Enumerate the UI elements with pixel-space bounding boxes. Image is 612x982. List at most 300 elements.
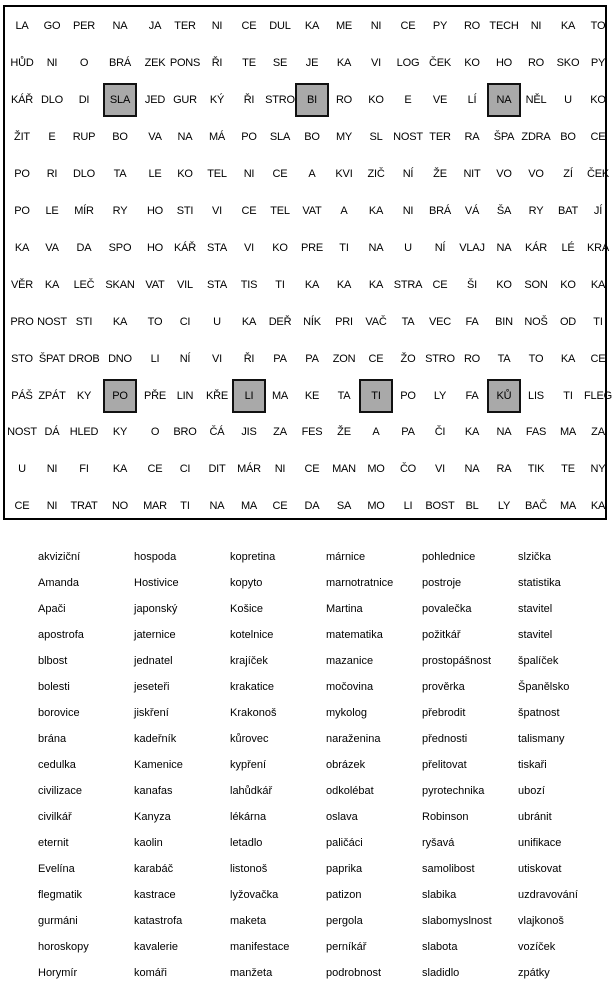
grid-cell[interactable]: KO xyxy=(464,56,480,69)
grid-cell[interactable]: ŠPA xyxy=(493,130,515,143)
word-list-item: pohlednice xyxy=(422,551,476,563)
grid-cell[interactable]: VA xyxy=(45,241,59,254)
grid-cell[interactable]: VO xyxy=(528,167,544,180)
grid-cell[interactable]: NA xyxy=(177,130,193,143)
grid-cell[interactable]: BIN xyxy=(495,315,513,328)
grid-cell[interactable]: LY xyxy=(433,389,447,402)
grid-cell[interactable]: ČO xyxy=(399,463,417,476)
grid-cell[interactable]: TIK xyxy=(527,463,545,476)
grid-cell[interactable]: RUP xyxy=(72,130,96,143)
grid-cell[interactable]: TEL xyxy=(207,167,227,180)
grid-cell[interactable]: TIS xyxy=(240,278,258,291)
grid-cell[interactable]: PO xyxy=(14,167,30,180)
grid-cell[interactable]: LIS xyxy=(528,389,544,402)
word-list-item: bolesti xyxy=(38,681,70,693)
grid-cell[interactable]: RO xyxy=(463,352,481,365)
grid-cell[interactable]: TA xyxy=(113,167,127,180)
grid-cell[interactable]: KO xyxy=(368,93,384,106)
grid-cell[interactable]: PA xyxy=(273,352,287,365)
grid-cell[interactable]: KA xyxy=(112,315,128,328)
grid-cell[interactable]: NI xyxy=(530,20,542,32)
grid-cell[interactable]: OD xyxy=(559,315,577,328)
grid-cell[interactable]: DA xyxy=(76,241,92,254)
grid-cell[interactable]: RA xyxy=(464,130,480,143)
grid-cell[interactable]: NI xyxy=(211,20,223,32)
word-list-item: sladidlo xyxy=(422,967,460,979)
grid-cell[interactable]: BRÁ xyxy=(428,204,452,217)
grid-cell[interactable]: KE xyxy=(304,389,320,402)
grid-cell[interactable]: KA xyxy=(464,426,480,439)
grid-cell[interactable]: CE xyxy=(590,352,606,365)
grid-cell[interactable]: NA xyxy=(496,426,512,439)
grid-cell[interactable]: NI xyxy=(370,20,382,32)
grid-cell[interactable]: PO xyxy=(14,204,30,217)
grid-cell[interactable]: TRAT xyxy=(70,500,98,513)
grid-cell[interactable]: VEC xyxy=(428,315,452,328)
word-list-item: tiskaři xyxy=(518,759,547,771)
grid-cell-highlighted[interactable]: SLA xyxy=(103,83,137,117)
grid-cell[interactable]: KA xyxy=(112,463,128,476)
word-list-item: Martina xyxy=(326,603,363,615)
word-list-item: maketa xyxy=(230,915,267,927)
grid-cell[interactable]: ZA xyxy=(591,426,605,439)
word-list-item: stavitel xyxy=(518,603,553,615)
grid-cell[interactable]: CE xyxy=(241,204,257,217)
grid-cell[interactable]: TI xyxy=(180,500,190,513)
grid-cell[interactable]: VO xyxy=(496,167,512,180)
grid-cell[interactable]: PO xyxy=(241,130,257,143)
grid-cell[interactable]: JE xyxy=(305,56,319,69)
grid-cell[interactable]: ZA xyxy=(273,426,287,439)
grid-cell[interactable]: KA xyxy=(560,352,576,365)
grid-cell[interactable]: MAR xyxy=(143,500,167,513)
grid-cell[interactable]: BAT xyxy=(558,204,578,217)
grid-cell[interactable]: JA xyxy=(148,20,162,32)
grid-cell[interactable]: U xyxy=(18,463,26,476)
grid-cell[interactable]: KY xyxy=(112,426,128,439)
grid-cell[interactable]: VAT xyxy=(302,204,322,217)
grid-cell[interactable]: ZEK xyxy=(144,56,166,69)
word-list-item: slabika xyxy=(422,889,457,901)
grid-cell[interactable]: DIT xyxy=(208,463,226,476)
grid-cell[interactable]: KÝ xyxy=(209,93,225,106)
grid-cell[interactable]: FI xyxy=(79,463,89,476)
grid-cell[interactable]: STA xyxy=(207,278,227,291)
grid-cell[interactable]: BL xyxy=(465,500,479,513)
grid-cell[interactable]: CE xyxy=(14,500,30,513)
grid-cell[interactable]: MO xyxy=(367,463,385,476)
grid-cell[interactable]: VI xyxy=(212,204,222,217)
grid-cell[interactable]: TI xyxy=(275,278,285,291)
grid-cell[interactable]: NÍ xyxy=(179,352,191,365)
grid-cell[interactable]: DI xyxy=(78,93,90,106)
grid-cell[interactable]: GO xyxy=(43,20,61,32)
grid-cell[interactable]: U xyxy=(213,315,221,328)
grid-cell[interactable]: NA xyxy=(496,241,512,254)
grid-cell[interactable]: ZPÁT xyxy=(38,389,66,402)
grid-cell[interactable]: ŘI xyxy=(211,56,223,69)
grid-cell[interactable]: STA xyxy=(207,241,227,254)
grid-cell[interactable]: HLED xyxy=(69,426,99,439)
grid-cell[interactable]: ZÍ xyxy=(563,167,573,180)
grid-cell[interactable]: FAS xyxy=(525,426,547,439)
grid-cell[interactable]: CE xyxy=(304,463,320,476)
grid-cell[interactable]: CE xyxy=(590,130,606,143)
word-list-item: vozíček xyxy=(518,941,556,953)
grid-cell[interactable]: TEL xyxy=(270,204,290,217)
grid-cell[interactable]: ŽE xyxy=(433,167,447,180)
grid-cell[interactable]: JED xyxy=(144,93,166,106)
grid-cell[interactable]: DA xyxy=(304,500,320,513)
grid-cell[interactable]: PA xyxy=(401,426,415,439)
grid-cell[interactable]: KO xyxy=(177,167,193,180)
grid-cell[interactable]: NI xyxy=(46,500,58,513)
grid-cell[interactable]: A xyxy=(308,167,316,180)
grid-cell-highlighted[interactable]: KŮ xyxy=(487,379,521,413)
grid-cell[interactable]: PA xyxy=(305,352,319,365)
word-list-item: Kamenice xyxy=(134,759,183,771)
grid-cell[interactable]: PO xyxy=(400,389,416,402)
grid-cell[interactable]: MAN xyxy=(332,463,356,476)
grid-cell[interactable]: KA xyxy=(241,315,257,328)
grid-cell[interactable]: PRO xyxy=(10,315,34,328)
grid-cell[interactable]: SL xyxy=(369,130,383,143)
grid-cell[interactable]: E xyxy=(48,130,56,143)
grid-cell[interactable]: VI xyxy=(371,56,381,69)
grid-cell[interactable]: CI xyxy=(179,463,191,476)
grid-cell[interactable]: CE xyxy=(147,463,163,476)
word-list-item: marnotratnice xyxy=(326,577,394,589)
grid-cell[interactable]: LEČ xyxy=(73,278,95,291)
grid-cell[interactable]: NI xyxy=(243,167,255,180)
grid-cell[interactable]: NA xyxy=(112,20,128,32)
word-list-item: uzdravování xyxy=(518,889,578,901)
grid-cell[interactable]: ŠPAT xyxy=(38,352,66,365)
grid-cell[interactable]: MO xyxy=(367,500,385,513)
grid-cell[interactable]: DLO xyxy=(40,93,64,106)
grid-cell[interactable]: KA xyxy=(304,20,320,32)
grid-cell[interactable]: PRI xyxy=(335,315,353,328)
grid-cell[interactable]: NOST xyxy=(393,130,423,143)
grid-cell[interactable]: NA xyxy=(368,241,384,254)
grid-cell[interactable]: KA xyxy=(336,278,352,291)
grid-cell[interactable]: SA xyxy=(336,500,352,513)
word-list-item: přebrodit xyxy=(422,707,466,719)
grid-cell[interactable]: TA xyxy=(401,315,415,328)
word-list-item: kaolin xyxy=(134,837,163,849)
grid-cell[interactable]: KO xyxy=(560,278,576,291)
grid-cell[interactable]: VA xyxy=(148,130,162,143)
grid-cell[interactable]: CE xyxy=(368,352,384,365)
grid-cell[interactable]: STRA xyxy=(393,278,423,291)
word-list-item: Španělsko xyxy=(518,681,570,693)
grid-cell[interactable]: VAT xyxy=(145,278,165,291)
grid-cell[interactable]: NI xyxy=(274,463,286,476)
word-list-item: eternit xyxy=(38,837,69,849)
grid-cell[interactable]: SKAN xyxy=(105,278,135,291)
grid-cell[interactable]: ČI xyxy=(434,426,446,439)
grid-cell[interactable]: CI xyxy=(179,315,191,328)
grid-cell[interactable]: NIT xyxy=(463,167,481,180)
word-list-item: ryšavá xyxy=(422,837,455,849)
word-list-item: kadeřník xyxy=(134,733,177,745)
word-list-item: brána xyxy=(38,733,67,745)
grid-cell[interactable]: ŽO xyxy=(400,352,416,365)
grid-cell[interactable]: HO xyxy=(495,56,513,69)
word-list-item: mykolog xyxy=(326,707,367,719)
grid-cell[interactable]: KA xyxy=(368,204,384,217)
grid-cell[interactable]: KA xyxy=(14,241,30,254)
grid-cell[interactable]: HŮD xyxy=(10,56,34,69)
grid-cell[interactable]: TI xyxy=(593,315,603,328)
grid-cell[interactable]: DUL xyxy=(269,20,291,32)
grid-cell[interactable]: KA xyxy=(336,56,352,69)
grid-cell[interactable]: KÁŘ xyxy=(10,93,34,106)
grid-cell[interactable]: ŽIT xyxy=(14,130,30,143)
grid-cell[interactable]: PÁŠ xyxy=(11,389,33,402)
grid-cell[interactable]: PY xyxy=(432,20,448,32)
grid-cell[interactable]: MA xyxy=(271,389,289,402)
grid-cell[interactable]: KÁŘ xyxy=(173,241,197,254)
word-list-item: kavalerie xyxy=(134,941,179,953)
grid-cell[interactable]: ZIČ xyxy=(367,167,385,180)
grid-cell[interactable]: NA xyxy=(464,463,480,476)
grid-cell[interactable]: LÉ xyxy=(561,241,575,254)
grid-cell[interactable]: NÍ xyxy=(434,241,446,254)
grid-cell[interactable]: RO xyxy=(463,20,481,32)
grid-cell[interactable]: TER xyxy=(174,20,196,32)
grid-cell[interactable]: NOST xyxy=(37,315,67,328)
grid-cell[interactable]: O xyxy=(150,426,160,439)
grid-cell[interactable]: VÁ xyxy=(464,204,480,217)
grid-cell[interactable]: STI xyxy=(176,204,194,217)
grid-cell[interactable]: NI xyxy=(402,204,414,217)
grid-cell[interactable]: VI xyxy=(212,352,222,365)
grid-cell[interactable]: U xyxy=(564,93,572,106)
grid-cell[interactable]: VI xyxy=(244,241,254,254)
grid-cell[interactable]: LÍ xyxy=(467,93,477,106)
grid-cell[interactable]: ME xyxy=(335,20,353,32)
grid-cell-highlighted[interactable]: PO xyxy=(103,379,137,413)
grid-cell[interactable]: LI xyxy=(150,352,160,365)
grid-cell[interactable]: DLO xyxy=(72,167,96,180)
grid-cell[interactable]: MÁ xyxy=(208,130,226,143)
grid-cell[interactable]: TO xyxy=(528,352,544,365)
grid-cell[interactable]: A xyxy=(372,426,380,439)
word-list-item: Apači xyxy=(38,603,66,615)
grid-cell-highlighted[interactable]: NA xyxy=(487,83,521,117)
grid-cell[interactable]: BO xyxy=(112,130,128,143)
word-list-item: odkolébat xyxy=(326,785,374,797)
grid-cell[interactable]: LIN xyxy=(176,389,194,402)
grid-cell[interactable]: ČÁ xyxy=(209,426,225,439)
word-list-item: manžeta xyxy=(230,967,273,979)
grid-cell[interactable]: ZON xyxy=(332,352,356,365)
grid-cell[interactable]: STRO xyxy=(425,352,455,365)
grid-cell[interactable]: HO xyxy=(146,204,164,217)
grid-cell[interactable]: LA xyxy=(15,20,29,32)
grid-cell[interactable]: VAČ xyxy=(365,315,387,328)
grid-cell[interactable]: CE xyxy=(241,20,257,32)
grid-cell[interactable]: CE xyxy=(432,278,448,291)
grid-cell[interactable]: JIS xyxy=(241,426,257,439)
grid-cell[interactable]: TE xyxy=(242,56,256,69)
grid-cell[interactable]: NÍ xyxy=(402,167,414,180)
grid-cell[interactable]: ŠA xyxy=(496,204,512,217)
grid-cell[interactable]: TO xyxy=(590,20,606,32)
grid-cell[interactable]: VĚR xyxy=(10,278,34,291)
grid-cell[interactable]: KÁR xyxy=(524,241,548,254)
grid-cell[interactable]: VIL xyxy=(177,278,193,291)
grid-cell[interactable]: NO xyxy=(111,500,129,513)
grid-cell[interactable]: LE xyxy=(45,204,59,217)
grid-cell[interactable]: CE xyxy=(272,167,288,180)
grid-cell[interactable]: RO xyxy=(335,93,353,106)
grid-cell[interactable]: FA xyxy=(465,389,479,402)
grid-cell[interactable]: DNO xyxy=(108,352,132,365)
grid-cell[interactable]: PER xyxy=(72,20,96,32)
grid-cell[interactable]: KO xyxy=(590,93,606,106)
grid-cell[interactable]: KRA xyxy=(586,241,610,254)
word-list-item: kopyto xyxy=(230,577,263,589)
grid-cell[interactable]: BRO xyxy=(173,426,197,439)
word-list-item: samolibost xyxy=(422,863,475,875)
grid-cell[interactable]: RY xyxy=(528,204,544,217)
grid-cell[interactable]: VE xyxy=(432,93,448,106)
grid-cell[interactable]: A xyxy=(340,204,348,217)
word-list-item: borovice xyxy=(38,707,80,719)
grid-cell[interactable]: LI xyxy=(403,500,413,513)
grid-cell[interactable]: CE xyxy=(272,500,288,513)
word-list-item: slzička xyxy=(518,551,552,563)
word-list-item: paličáci xyxy=(326,837,363,849)
word-list-item: manifestace xyxy=(230,941,290,953)
grid-cell[interactable]: ČEK xyxy=(586,167,610,180)
grid-cell[interactable]: MA xyxy=(559,500,577,513)
grid-cell[interactable]: JÍ xyxy=(593,204,603,217)
grid-cell[interactable]: STRO xyxy=(265,93,295,106)
grid-cell[interactable]: SLA xyxy=(269,130,291,143)
grid-cell[interactable]: MA xyxy=(240,500,258,513)
grid-cell[interactable]: KA xyxy=(304,278,320,291)
grid-cell[interactable]: TECH xyxy=(489,20,519,32)
grid-cell[interactable]: SPO xyxy=(108,241,132,254)
grid-cell[interactable]: TER xyxy=(429,130,451,143)
grid-cell[interactable]: CE xyxy=(400,20,416,32)
grid-cell[interactable]: DEŘ xyxy=(268,315,292,328)
grid-cell[interactable]: BO xyxy=(560,130,576,143)
grid-cell[interactable]: GUR xyxy=(173,93,197,106)
grid-cell[interactable]: BOST xyxy=(425,500,455,513)
grid-cell[interactable]: ŠI xyxy=(467,278,477,291)
grid-cell[interactable]: NOST xyxy=(7,426,37,439)
grid-cell[interactable]: DROB xyxy=(68,352,100,365)
grid-cell[interactable]: RY xyxy=(112,204,128,217)
grid-cell[interactable]: KA xyxy=(590,500,606,513)
grid-cell[interactable]: E xyxy=(404,93,412,106)
grid-cell[interactable]: TI xyxy=(563,389,573,402)
grid-cell[interactable]: RA xyxy=(496,463,512,476)
grid-cell[interactable]: MA xyxy=(559,426,577,439)
grid-cell[interactable]: ČEK xyxy=(428,56,452,69)
grid-cell[interactable]: NI xyxy=(46,56,58,69)
grid-cell[interactable]: DÁ xyxy=(44,426,60,439)
grid-cell[interactable]: MÍR xyxy=(74,204,94,217)
grid-cell[interactable]: LE xyxy=(148,167,162,180)
grid-cell[interactable]: MÁR xyxy=(237,463,261,476)
grid-cell[interactable]: PRE xyxy=(300,241,324,254)
grid-cell[interactable]: ŘI xyxy=(243,352,255,365)
grid-cell[interactable]: MY xyxy=(335,130,353,143)
grid-cell[interactable]: BAČ xyxy=(524,500,548,513)
grid-cell[interactable]: ZDRA xyxy=(521,130,551,143)
grid-cell[interactable]: PONS xyxy=(169,56,201,69)
grid-cell[interactable]: ŘI xyxy=(243,93,255,106)
grid-cell[interactable]: KO xyxy=(272,241,288,254)
grid-cell[interactable]: RI xyxy=(46,167,58,180)
grid-cell[interactable]: STI xyxy=(75,315,93,328)
grid-cell[interactable]: KŘE xyxy=(205,389,229,402)
grid-cell[interactable]: RO xyxy=(527,56,545,69)
word-list-item: pergola xyxy=(326,915,363,927)
grid-cell[interactable]: ŽE xyxy=(337,426,351,439)
grid-cell[interactable]: NĚL xyxy=(525,93,547,106)
grid-cell[interactable]: VLAJ xyxy=(459,241,485,254)
grid-cell[interactable]: NÍK xyxy=(303,315,321,328)
grid-cell[interactable]: TO xyxy=(147,315,163,328)
word-list-item: unifikace xyxy=(518,837,562,849)
grid-cell[interactable]: KA xyxy=(560,20,576,32)
grid-cell[interactable]: KY xyxy=(76,389,92,402)
grid-cell[interactable]: VI xyxy=(435,463,445,476)
grid-cell[interactable]: LOG xyxy=(396,56,420,69)
grid-cell[interactable]: PŘE xyxy=(143,389,167,402)
grid-cell[interactable]: KO xyxy=(496,278,512,291)
grid-cell[interactable]: FES xyxy=(301,426,323,439)
grid-cell[interactable]: BO xyxy=(304,130,320,143)
grid-cell[interactable]: KVI xyxy=(335,167,353,180)
grid-cell[interactable]: TE xyxy=(561,463,575,476)
grid-cell[interactable]: U xyxy=(404,241,412,254)
grid-cell[interactable]: KA xyxy=(44,278,60,291)
grid-cell[interactable]: SON xyxy=(524,278,548,291)
grid-cell[interactable]: LY xyxy=(497,500,511,513)
grid-cell[interactable]: NOŠ xyxy=(524,315,548,328)
grid-cell[interactable]: KA xyxy=(590,278,606,291)
grid-cell[interactable]: PY xyxy=(590,56,606,69)
grid-cell-highlighted[interactable]: BI xyxy=(295,83,329,117)
grid-cell[interactable]: HO xyxy=(146,241,164,254)
grid-cell[interactable]: SE xyxy=(272,56,288,69)
grid-cell[interactable]: FLEG xyxy=(584,389,612,402)
grid-cell[interactable]: SKO xyxy=(556,56,580,69)
grid-cell[interactable]: STO xyxy=(11,352,33,365)
grid-cell-highlighted[interactable]: TI xyxy=(359,379,393,413)
grid-cell[interactable]: TI xyxy=(339,241,349,254)
word-list-item: špalíček xyxy=(518,655,559,667)
grid-cell[interactable]: TA xyxy=(497,352,511,365)
grid-cell[interactable]: NA xyxy=(209,500,225,513)
grid-cell[interactable]: KA xyxy=(368,278,384,291)
grid-cell[interactable]: FA xyxy=(465,315,479,328)
grid-cell[interactable]: TA xyxy=(337,389,351,402)
word-list-item: Kanyza xyxy=(134,811,171,823)
grid-cell[interactable]: BRÁ xyxy=(108,56,132,69)
grid-cell[interactable]: NI xyxy=(46,463,58,476)
grid-cell[interactable]: O xyxy=(79,56,89,69)
grid-cell-highlighted[interactable]: LI xyxy=(232,379,266,413)
grid-cell[interactable]: NY xyxy=(590,463,606,476)
